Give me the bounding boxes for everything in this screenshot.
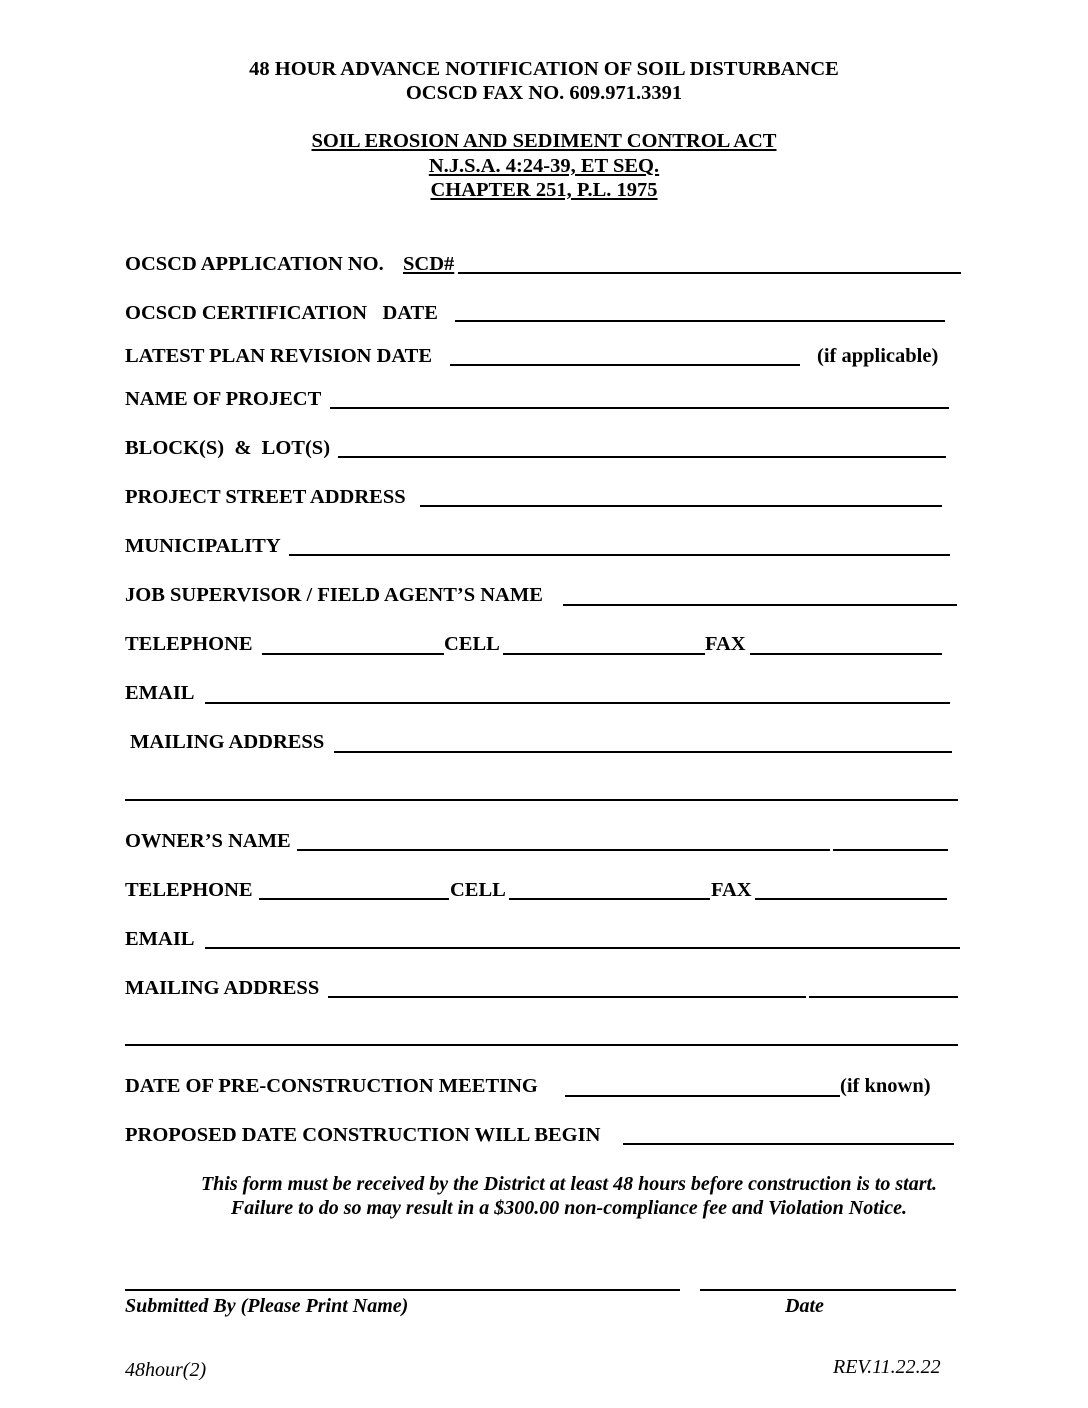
block-lot-label: BLOCK(S) & LOT(S)	[125, 437, 331, 459]
supervisor-fax-label: FAX	[705, 633, 746, 655]
owner-mailing-label: MAILING ADDRESS	[125, 977, 320, 999]
notice-line-2: Failure to do so may result in a $300.00 non-compliance fee and Violation Notice.	[230, 1197, 908, 1219]
revision-code: REV.11.22.22	[833, 1356, 941, 1378]
act-chapter: CHAPTER 251, P.L. 1975	[430, 179, 658, 201]
owner-name-label: OWNER’S NAME	[125, 830, 291, 852]
construction-begin-field[interactable]	[623, 1143, 954, 1145]
act-title: SOIL EROSION AND SEDIMENT CONTROL ACT	[311, 130, 777, 152]
preconstruction-meeting-label: DATE OF PRE-CONSTRUCTION MEETING	[125, 1075, 538, 1097]
supervisor-email-field[interactable]	[205, 702, 950, 704]
project-name-field[interactable]	[330, 407, 949, 409]
owner-telephone-field[interactable]	[259, 898, 449, 900]
supervisor-cell-field[interactable]	[503, 653, 705, 655]
owner-name-field[interactable]	[297, 849, 830, 851]
application-no-label: OCSCD APPLICATION NO.	[125, 253, 384, 275]
owner-cell-label: CELL	[450, 879, 506, 901]
owner-fax-label: FAX	[711, 879, 752, 901]
preconstruction-meeting-field[interactable]	[565, 1095, 840, 1097]
supervisor-telephone-field[interactable]	[262, 653, 444, 655]
notice-line-1: This form must be received by the District at least 48 hours before construction is to start.	[200, 1173, 938, 1195]
if-applicable-note: (if applicable)	[817, 345, 939, 367]
supervisor-mailing-field[interactable]	[334, 751, 952, 753]
plan-revision-date-field[interactable]	[450, 364, 800, 366]
supervisor-name-field[interactable]	[563, 604, 957, 606]
supervisor-telephone-label: TELEPHONE	[125, 633, 253, 655]
owner-mailing-field[interactable]	[328, 996, 806, 998]
supervisor-name-label: JOB SUPERVISOR / FIELD AGENT’S NAME	[125, 584, 543, 606]
municipality-label: MUNICIPALITY	[125, 535, 281, 557]
form-id: 48hour(2)	[125, 1359, 207, 1381]
form-title: 48 HOUR ADVANCE NOTIFICATION OF SOIL DISTURBANCE	[249, 58, 839, 80]
supervisor-cell-label: CELL	[444, 633, 500, 655]
supervisor-fax-field[interactable]	[750, 653, 942, 655]
plan-revision-date-label: LATEST PLAN REVISION DATE	[125, 345, 433, 367]
street-address-field[interactable]	[420, 505, 942, 507]
certification-date-field[interactable]	[455, 320, 945, 322]
street-address-label: PROJECT STREET ADDRESS	[125, 486, 406, 508]
project-name-label: NAME OF PROJECT	[125, 388, 322, 410]
supervisor-mailing-label: MAILING ADDRESS	[130, 731, 325, 753]
owner-cell-field[interactable]	[509, 898, 710, 900]
construction-begin-label: PROPOSED DATE CONSTRUCTION WILL BEGIN	[125, 1124, 601, 1146]
block-lot-field[interactable]	[338, 456, 946, 458]
owner-mailing-field-ext[interactable]	[809, 996, 958, 998]
application-no-field[interactable]	[458, 272, 961, 274]
if-known-note: (if known)	[840, 1075, 931, 1097]
submitted-by-label: Submitted By (Please Print Name)	[125, 1295, 409, 1317]
scd-prefix: SCD#	[403, 253, 455, 275]
fax-number: OCSCD FAX NO. 609.971.3391	[405, 82, 683, 104]
owner-email-label: EMAIL	[125, 928, 195, 950]
municipality-field[interactable]	[289, 554, 950, 556]
certification-date-label: OCSCD CERTIFICATION DATE	[125, 302, 438, 324]
owner-fax-field[interactable]	[755, 898, 947, 900]
date-field[interactable]	[700, 1289, 956, 1291]
owner-email-field[interactable]	[205, 947, 960, 949]
owner-mailing-field-line2[interactable]	[125, 1044, 958, 1046]
supervisor-email-label: EMAIL	[125, 682, 195, 704]
supervisor-mailing-field-line2[interactable]	[125, 799, 958, 801]
owner-telephone-label: TELEPHONE	[125, 879, 253, 901]
date-label: Date	[785, 1295, 824, 1317]
submitted-by-field[interactable]	[125, 1289, 680, 1291]
act-citation: N.J.S.A. 4:24-39, ET SEQ.	[428, 155, 660, 177]
owner-name-field-ext[interactable]	[833, 849, 948, 851]
